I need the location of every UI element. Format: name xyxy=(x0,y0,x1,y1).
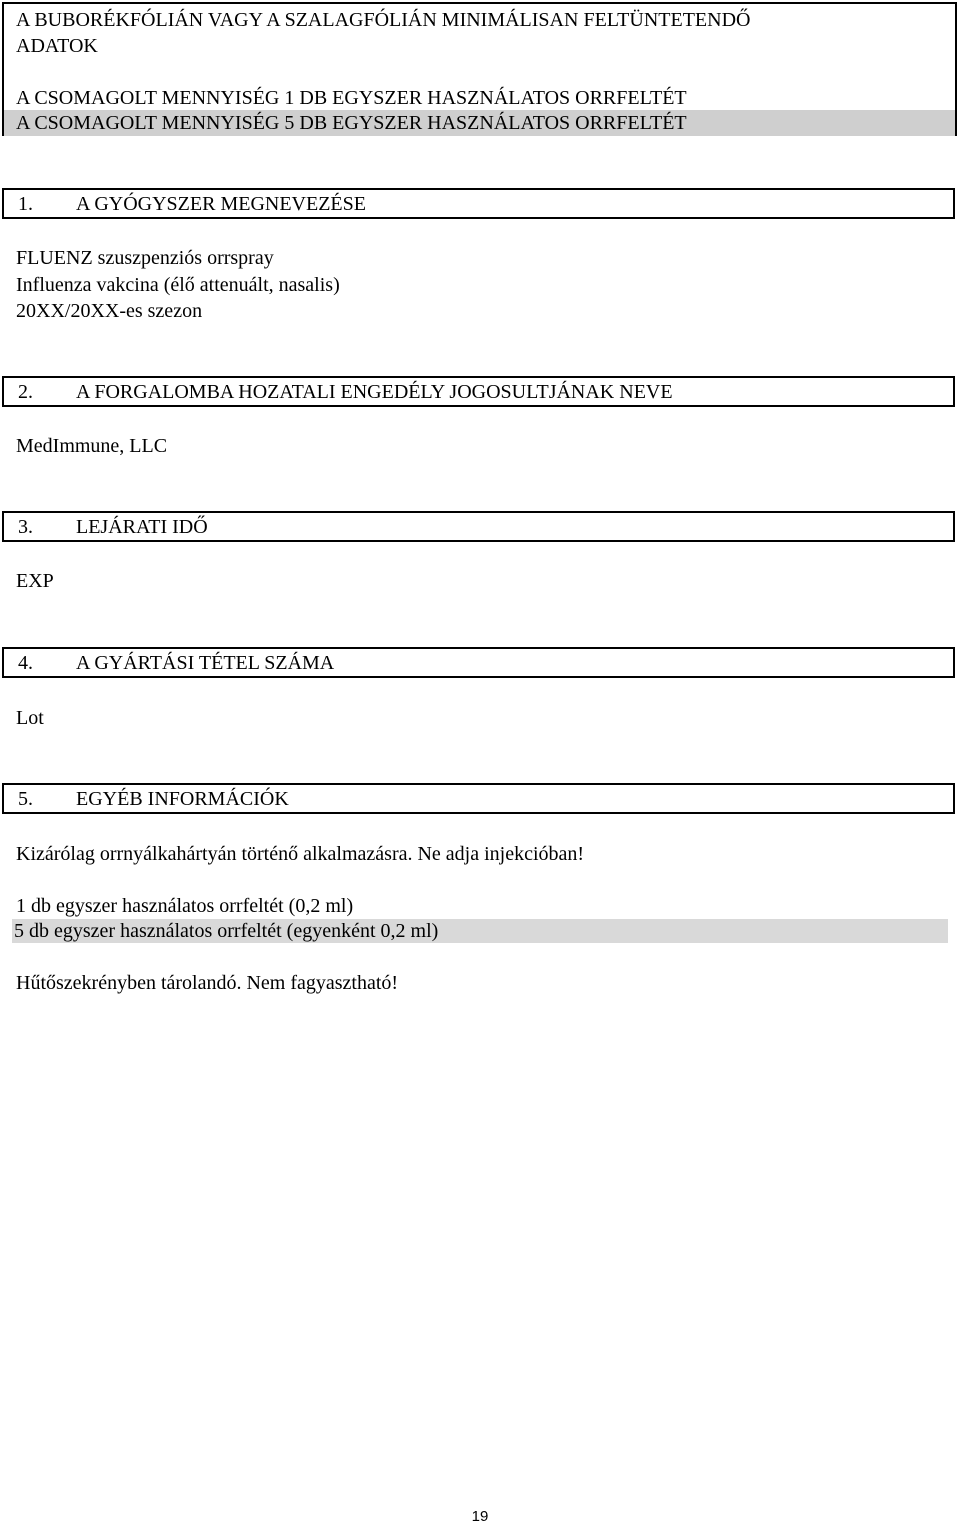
section-4-number: 4. xyxy=(18,652,33,674)
section-2-header xyxy=(2,376,955,407)
section-5-title: EGYÉB INFORMÁCIÓK xyxy=(76,788,289,810)
section-1-header xyxy=(2,188,955,219)
header-title-line2: ADATOK xyxy=(16,35,98,57)
section-3-title: LEJÁRATI IDŐ xyxy=(76,516,208,538)
package-line2: A CSOMAGOLT MENNYISÉG 5 DB EGYSZER HASZNÁLATOS ORRFELTÉT xyxy=(16,112,687,134)
header-box xyxy=(2,2,957,136)
section-3-number: 3. xyxy=(18,516,33,538)
storage-note: Hűtőszekrényben tárolandó. Nem fagyasztható! xyxy=(16,972,399,994)
section-1-number: 1. xyxy=(18,193,33,215)
vaccine-description: Influenza vakcina (élő attenuált, nasalis) xyxy=(16,274,340,296)
mah-name: MedImmune, LLC xyxy=(16,435,168,457)
lot-label: Lot xyxy=(16,707,44,729)
section-3-header xyxy=(2,511,955,542)
pack-info-2: 5 db egyszer használatos orrfeltét (egyenként 0,2 ml) xyxy=(14,920,439,942)
pack-info-1: 1 db egyszer használatos orrfeltét (0,2 ml) xyxy=(16,895,354,917)
page-number: 19 xyxy=(471,1508,489,1525)
product-name: FLUENZ szuszpenziós orrspray xyxy=(16,247,274,269)
section-2-number: 2. xyxy=(18,381,33,403)
section-4-title: A GYÁRTÁSI TÉTEL SZÁMA xyxy=(76,652,335,674)
section-5-number: 5. xyxy=(18,788,33,810)
section-1-title: A GYÓGYSZER MEGNEVEZÉSE xyxy=(76,193,366,215)
season: 20XX/20XX-es szezon xyxy=(16,300,203,322)
header-title-line1: A BUBORÉKFÓLIÁN VAGY A SZALAGFÓLIÁN MINIMÁLISAN FELTÜNTETENDŐ xyxy=(16,9,751,31)
administration-note: Kizárólag orrnyálkahártyán történő alkalmazásra. Ne adja injekcióban! xyxy=(16,843,585,865)
section-2-title: A FORGALOMBA HOZATALI ENGEDÉLY JOGOSULTJÁNAK NEVE xyxy=(76,381,673,403)
section-5-header xyxy=(2,783,955,814)
section-4-header xyxy=(2,647,955,678)
package-line1: A CSOMAGOLT MENNYISÉG 1 DB EGYSZER HASZNÁLATOS ORRFELTÉT xyxy=(16,87,687,109)
expiry-label: EXP xyxy=(16,570,54,592)
